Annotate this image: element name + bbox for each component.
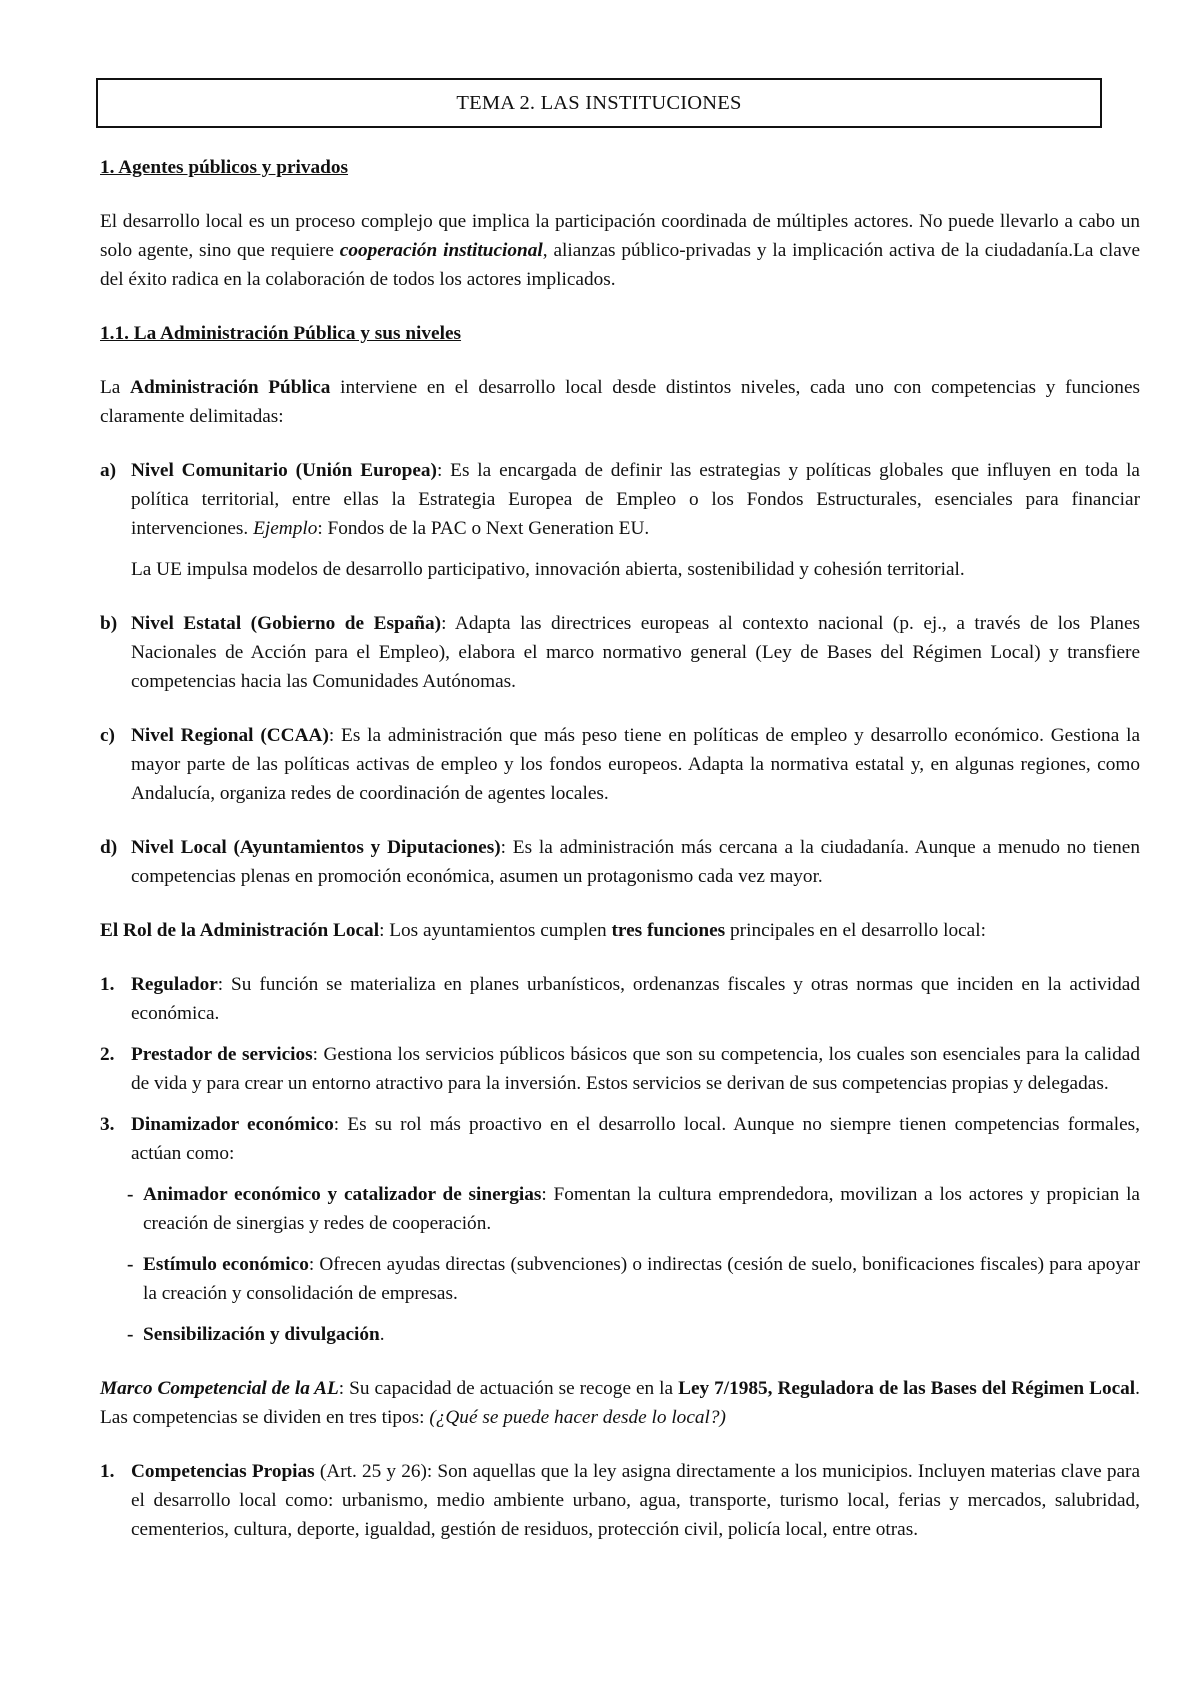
paragraph-ue-modelos: La UE impulsa modelos de desarrollo participativo, innovación abierta, sostenibilidad y cohesión territorial.: [131, 559, 965, 580]
section-heading-agentes: 1. Agentes públicos y privados: [100, 157, 349, 178]
list-item-nivel-estatal: b) Nivel Estatal (Gobierno de España): Adapta las directrices europeas al contexto nacional (p. ej., a través de los Planes Nacionales de Acción para el Empleo), elabora el marco normativo general (Ley de Bases del Régimen Local) y transfiere competencias hacia las Comunidades Autónomas.: [100, 613, 1141, 692]
list-item-dinamizador-economico: 3. Dinamizador económico: Es su rol más proactivo en el desarrollo local. Aunque no siempre tienen competencias formales, actúan como:: [100, 1114, 1140, 1164]
document-title: TEMA 2. LAS INSTITUCIONES: [96, 78, 1102, 128]
paragraph-rol-administracion-local: El Rol de la Administración Local: Los ayuntamientos cumplen tres funciones principales en el desarrollo local:: [100, 920, 986, 941]
list-item-nivel-comunitario: a) Nivel Comunitario (Unión Europea): Es la encargada de definir las estrategias y políticas globales que influyen en toda la política territorial, entre ellas la Estrategia Europea de Empleo o los Fondos Estructurales, esenciales para financiar intervenciones. Ejemplo: Fondos de la PAC o Next Generation EU.: [100, 460, 1140, 539]
list-item-nivel-regional: c) Nivel Regional (CCAA): Es la administración que más peso tiene en políticas de empleo y desarrollo económico. Gestiona la mayor parte de las políticas activas de empleo y los fondos europeos. Adapta la normativa estatal y, en algunas regiones, como Andalucía, organiza redes de coordinación de agentes locales.: [100, 725, 1140, 804]
sub-item-estimulo-economico: - Estímulo económico: Ofrecen ayudas directas (subvenciones) o indirectas (cesión de suelo, bonificaciones fiscales) para apoyar la creación y consolidación de empresas.: [127, 1254, 1141, 1304]
paragraph-agentes: El desarrollo local es un proceso complejo que implica la participación coordinada de múltiples actores. No puede llevarlo a cabo un solo agente, sino que requiere cooperación institucional, alianzas público-privadas y la implicación activa de la ciudadanía.La clave del éxito radica en la colaboración de todos los actores implicados.: [100, 211, 1141, 290]
document-body: [100, 153, 1140, 1544]
sub-item-sensibilizacion: - Sensibilización y divulgación.: [127, 1324, 385, 1345]
paragraph-marco-competencial: Marco Competencial de la AL: Su capacidad de actuación se recoge en la Ley 7/1985, Reguladora de las Bases del Régimen Local. Las competencias se dividen en tres tipos: (¿Qué se puede hacer desde lo local?): [100, 1378, 1140, 1428]
list-item-prestador-servicios: 2. Prestador de servicios: Gestiona los servicios públicos básicos que son su competencia, los cuales son esenciales para la calidad de vida y para crear un entorno atractivo para la inversión. Estos servicios se derivan de sus competencias propias y delegadas.: [100, 1044, 1140, 1094]
sub-item-animador-economico: - Animador económico y catalizador de sinergias: Fomentan la cultura emprendedora, movilizan a los actores y propician la creación de sinergias y redes de cooperación.: [127, 1184, 1140, 1234]
section-heading-administracion: 1.1. La Administración Pública y sus niveles: [100, 323, 462, 344]
list-item-competencias-propias: 1. Competencias Propias (Art. 25 y 26): Son aquellas que la ley asigna directamente a los municipios. Incluyen materias clave para el desarrollo local como: urbanismo, medio ambiente urbano, agua, transporte, turismo local, ferias y mercados, salubridad, cementerios, cultura, deporte, igualdad, gestión de residuos, protección civil, policía local, entre otras.: [100, 1461, 1140, 1540]
list-item-nivel-local: d) Nivel Local (Ayuntamientos y Diputaciones): Es la administración más cercana a la ciudadanía. Aunque a menudo no tienen competencias plenas en promoción económica, asumen un protagonismo cada vez mayor.: [100, 837, 1140, 887]
emphasis-cooperacion: cooperación institucional: [339, 240, 543, 261]
paragraph-administracion-intro: La Administración Pública interviene en el desarrollo local desde distintos niveles, cada uno con competencias y funciones claramente delimitadas:: [100, 377, 1141, 427]
list-item-regulador: 1. Regulador: Su función se materializa en planes urbanísticos, ordenanzas fiscales y otras normas que inciden en la actividad económica.: [100, 974, 1140, 1024]
